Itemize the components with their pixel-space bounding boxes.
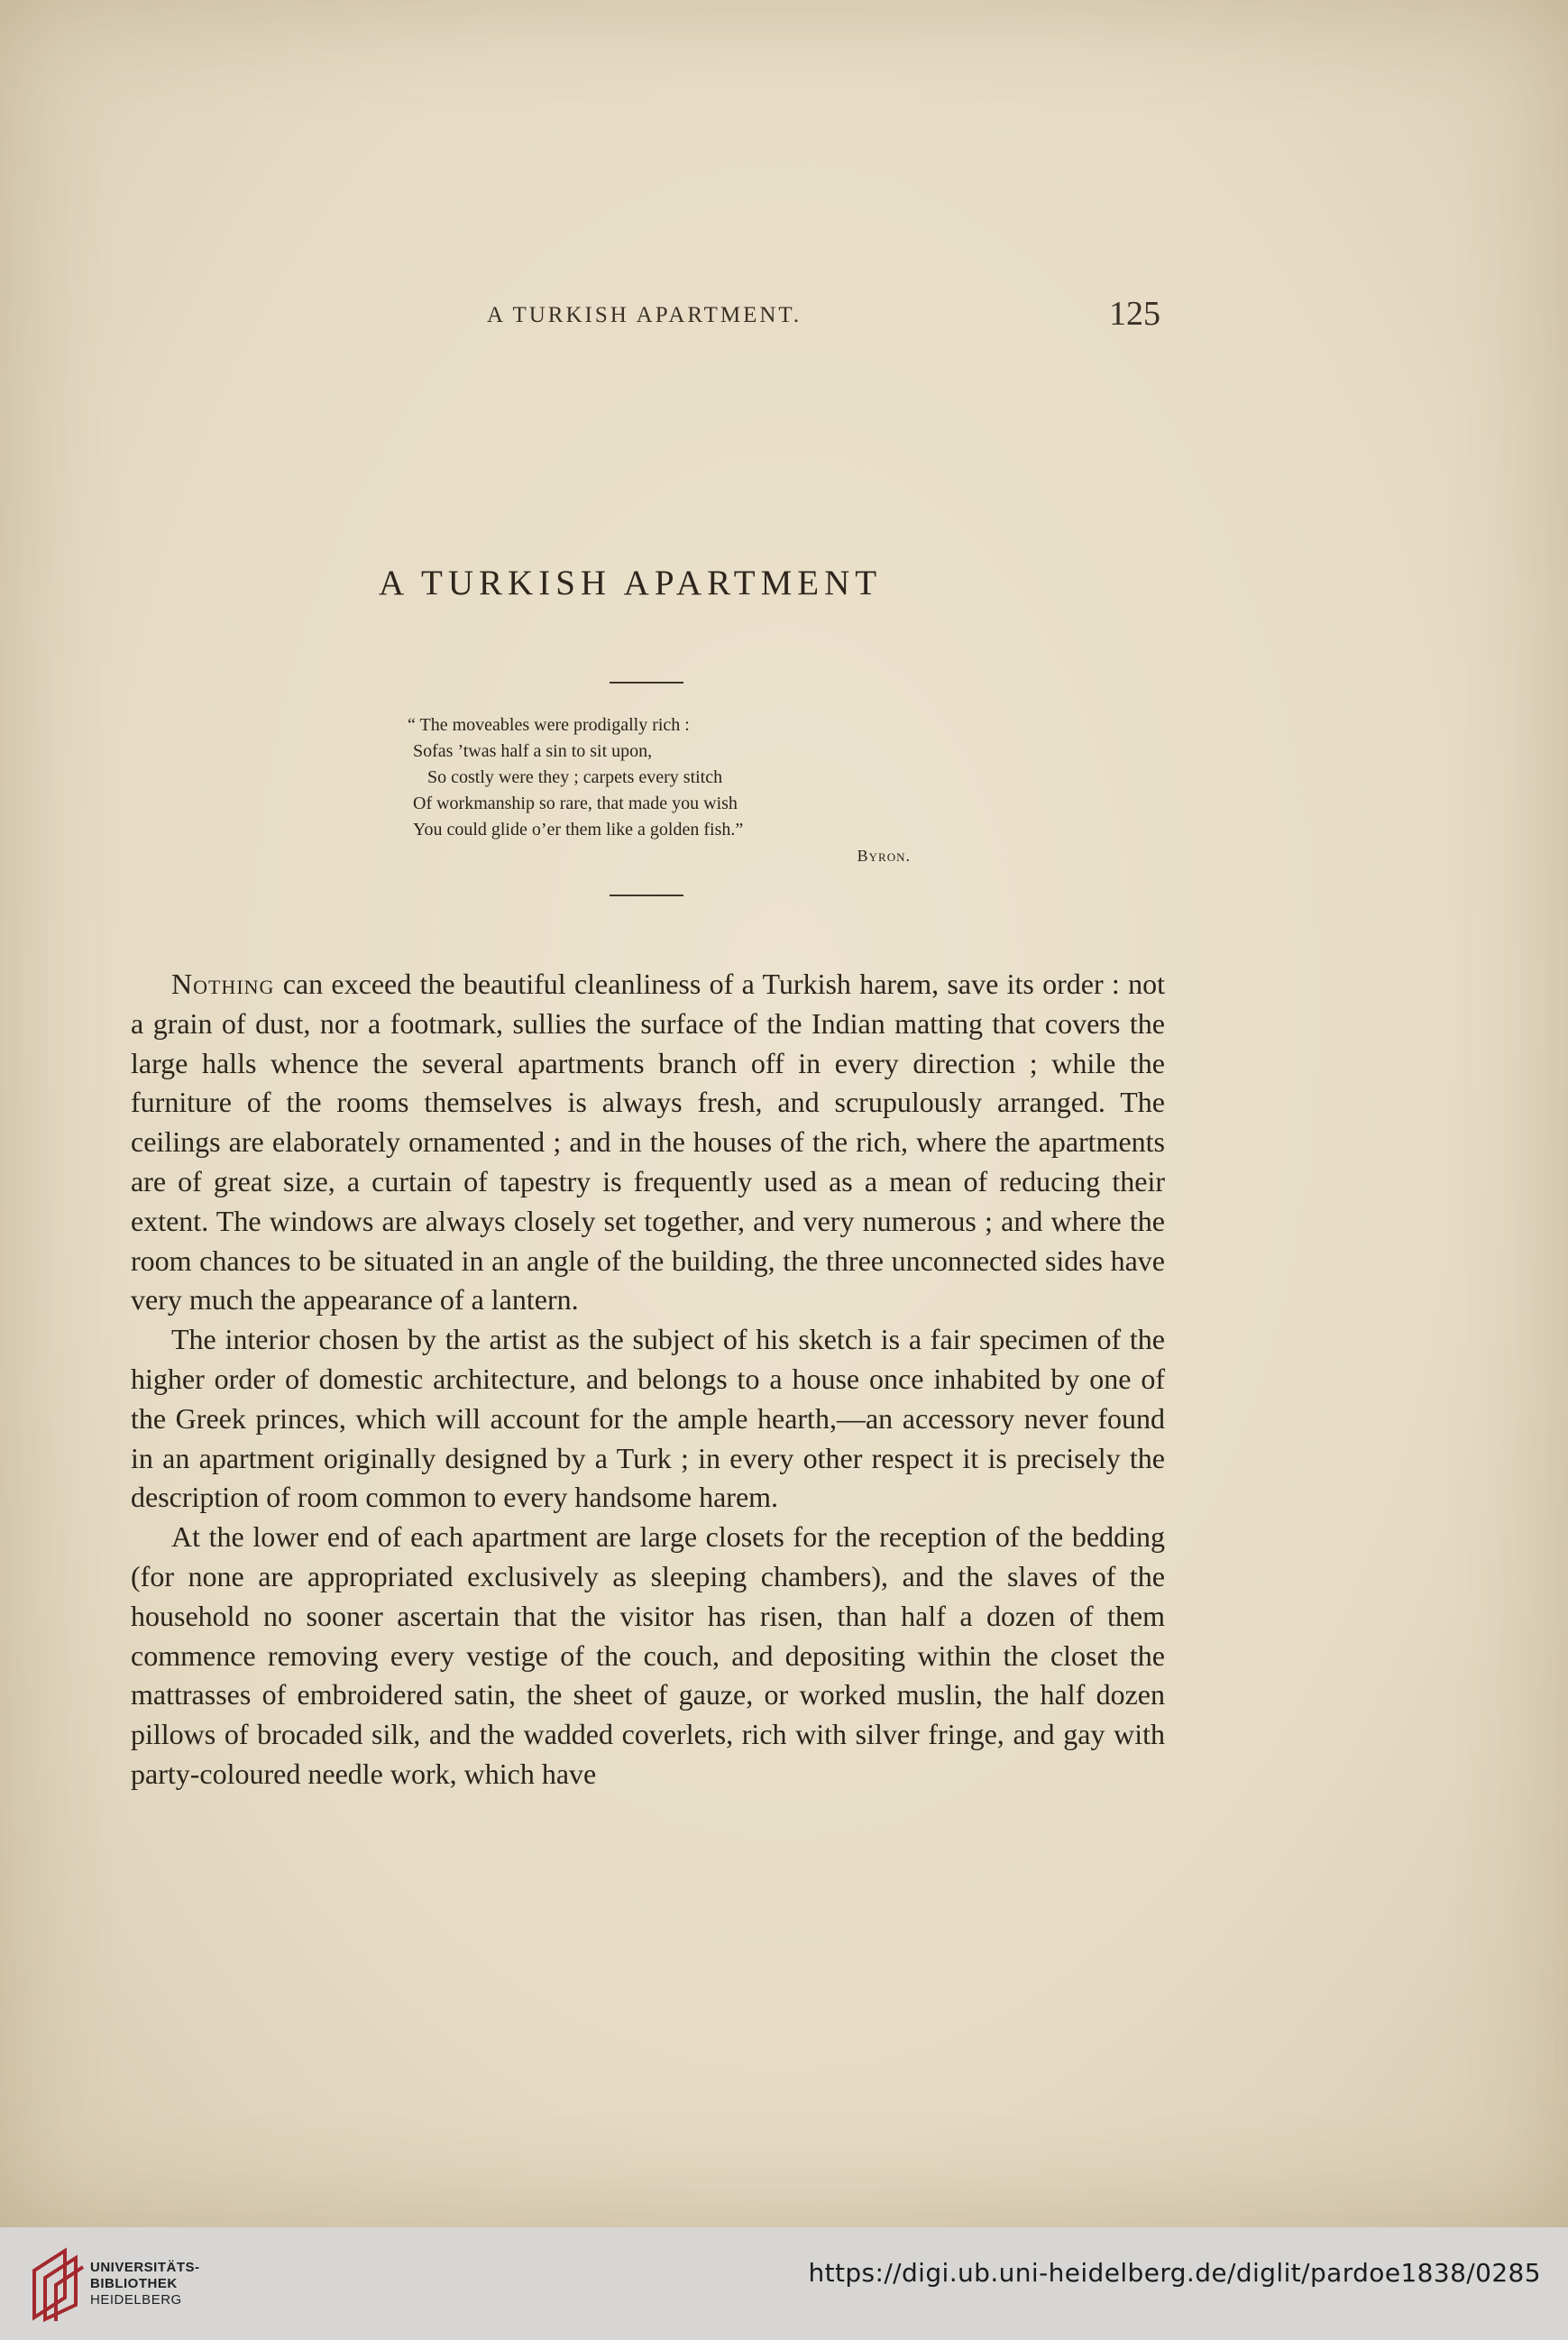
library-name-line: UNIVERSITÄTS- [90,2260,200,2275]
divider-top [610,682,683,684]
paragraph-1-text: can exceed the beautiful cleanliness of a Turkish harem, save its order : not a grain of dust, nor a footmark, sullies the surface of the Indian matting that covers the large halls whence the several apartments branch off in every direction ; while the furniture of the rooms themselves is always fresh, and scrupulously arranged. The ceilings are elaborately ornamented ; and in the houses of the rich, where the apartments are of great size, a curtain of tapestry is frequently used as a mean of reducing their extent. The windows are always closely set together, and very numerous ; and where the room chances to be situated in an angle of the building, the three unconnected sides have very much the appearance of a lantern. [131,968,1165,1317]
page-url[interactable]: https://digi.ub.uni-heidelberg.de/diglit/pardoe1838/0285 [808,2258,1541,2288]
divider-bottom [610,895,683,896]
epigraph-attribution: Byron. [857,847,911,865]
paragraph-3: At the lower end of each apartment are large closets for the reception of the bedding (for none are appropriated exclusively as sleeping chambers), and the slaves of the household no sooner ascertain that the visitor has risen, than half a dozen of them commence removing every vestige of the couch, and depositing within the closet the mattrasses of embroidered satin, the sheet of gauze, or worked muslin, the half dozen pillows of brocaded silk, and the wadded coverlets, rich with silver fringe, and gay with party-coloured needle work, which have [131,1520,1165,1790]
chapter-title: A TURKISH APARTMENT [379,564,883,602]
library-name-line: BIBLIOTHEK [90,2276,178,2291]
epigraph [408,712,912,869]
page-number: 125 [1109,295,1160,333]
paragraph-2: The interior chosen by the artist as the subject of his sketch is a fair specimen of the higher order of domestic architecture, and belongs to a house once inhabited by one of the Greek princes, which will account for the ample hearth,—an accessory never found in an apartment originally designed by a Turk ; in every other respect it is precisely the description of room common to every handsome harem. [131,1323,1165,1514]
library-name-line: HEIDELBERG [90,2292,182,2308]
epigraph-line: “ The moveables were prodigally rich : [408,715,690,735]
library-name[interactable] [90,2260,200,2308]
body-text [131,965,1165,1794]
running-title: A TURKISH APARTMENT. [487,303,802,327]
paragraph-1-lead: Nothing [171,968,275,1000]
university-library-logo-icon[interactable] [27,2244,90,2325]
epigraph-line: You could glide o’er them like a golden fish.” [413,820,744,840]
epigraph-line: Sofas ’twas half a sin to sit upon, [413,741,653,761]
epigraph-line: Of workmanship so rare, that made you wish [413,794,738,813]
footer-bar [0,2227,1568,2340]
epigraph-line: So costly were they ; carpets every stitch [427,767,723,787]
paragraph-1 [131,965,1165,1320]
running-head [0,295,1568,335]
